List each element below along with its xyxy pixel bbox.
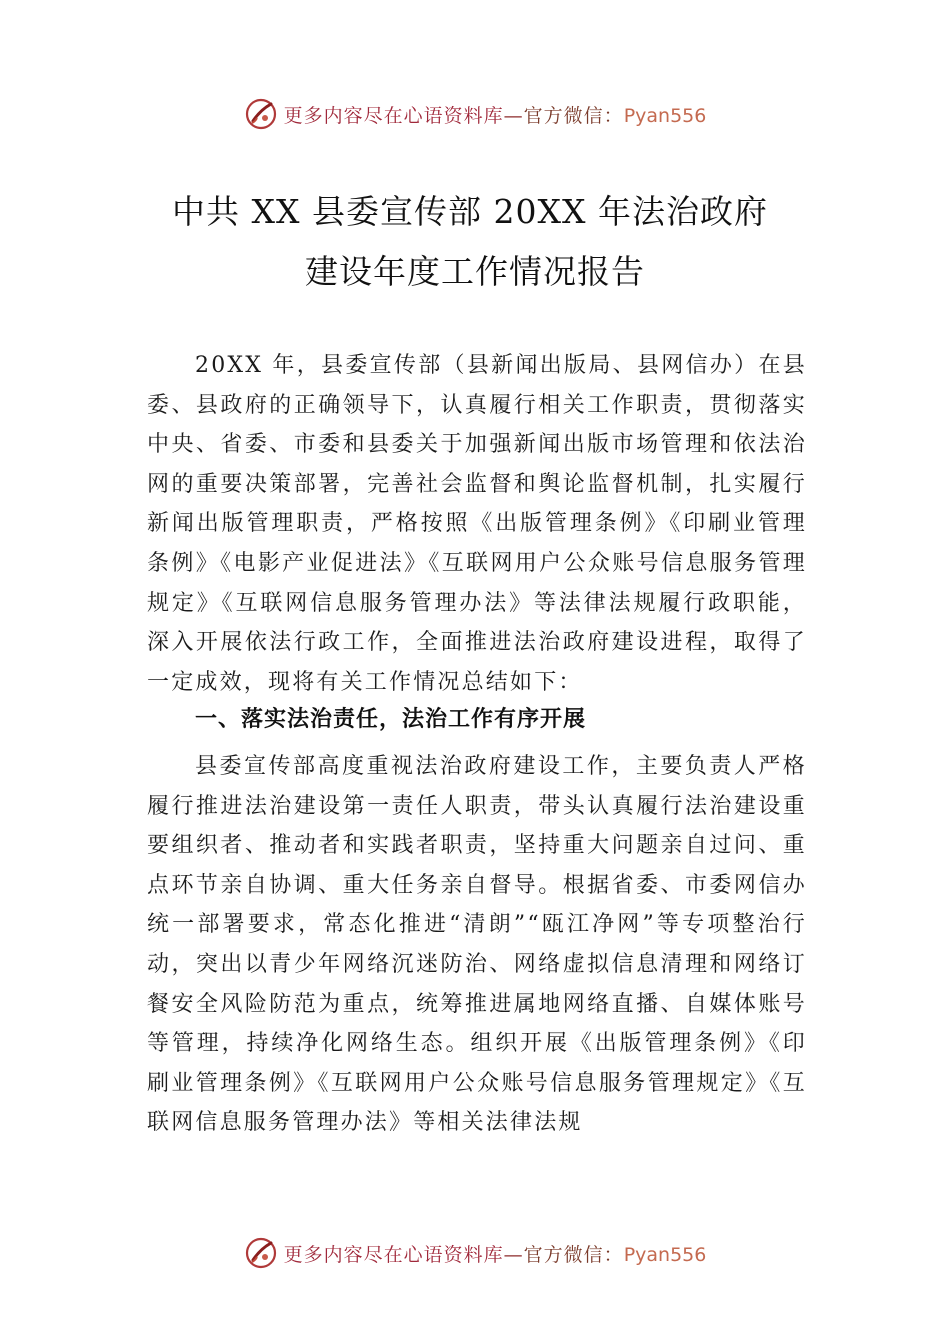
document-title-line-2: 建设年度工作情况报告 [305,252,645,291]
watermark-banner-bottom [0,1233,950,1273]
brush-circle-logo-icon [244,97,278,131]
intro-paragraph: 20XX 年，县委宣传部（县新闻出版局、县网信办）在县委、县政府的正确领导下，认真履行相关工作职责，贯彻落实中央、省委、市委和县委关于加强新闻出版市场管理和依法治网的重要决策部署，完善社会监督和舆论监督机制，扎实履行新闻出版管理职责，严格按照《出版管理条例》《印刷业管理条例》《电影产业促进法》《互联网用户公众账号信息服务管理规定》《互联网信息服务管理办法》等法律法规履行政职能，深入开展依法行政工作，全面推进法治政府建设进程，取得了一定成效，现将有关工作情况总结如下： [147,353,807,695]
document-title-line-1: 中共 XX 县委宣传部 20XX 年法治政府 [172,192,768,231]
section-heading-1: 一、落实法治责任，法治工作有序开展 [195,707,587,732]
brush-circle-logo-icon [244,1236,278,1270]
watermark-text: 更多内容尽在心语资料库—官方微信：Pyan556 [283,104,707,127]
watermark-text: 更多内容尽在心语资料库—官方微信：Pyan556 [283,1243,707,1266]
watermark-banner-top [0,94,950,134]
section-1-paragraph: 县委宣传部高度重视法治政府建设工作，主要负责人严格履行推进法治建设第一责任人职责，带头认真履行法治建设重要组织者、推动者和实践者职责，坚持重大问题亲自过问、重点环节亲自协调、重大任务亲自督导。根据省委、市委网信办统一部署要求，常态化推进“清朗”“瓯江净网”等专项整治行动，突出以青少年网络沉迷防治、网络虚拟信息清理和网络订餐安全风险防范为重点，统筹推进属地网络直播、自媒体账号等管理，持续净化网络生态。组织开展《出版管理条例》《印刷业管理条例》《互联网用户公众账号信息服务管理规定》《互联网信息服务管理办法》等相关法律法规 [147,754,807,1136]
